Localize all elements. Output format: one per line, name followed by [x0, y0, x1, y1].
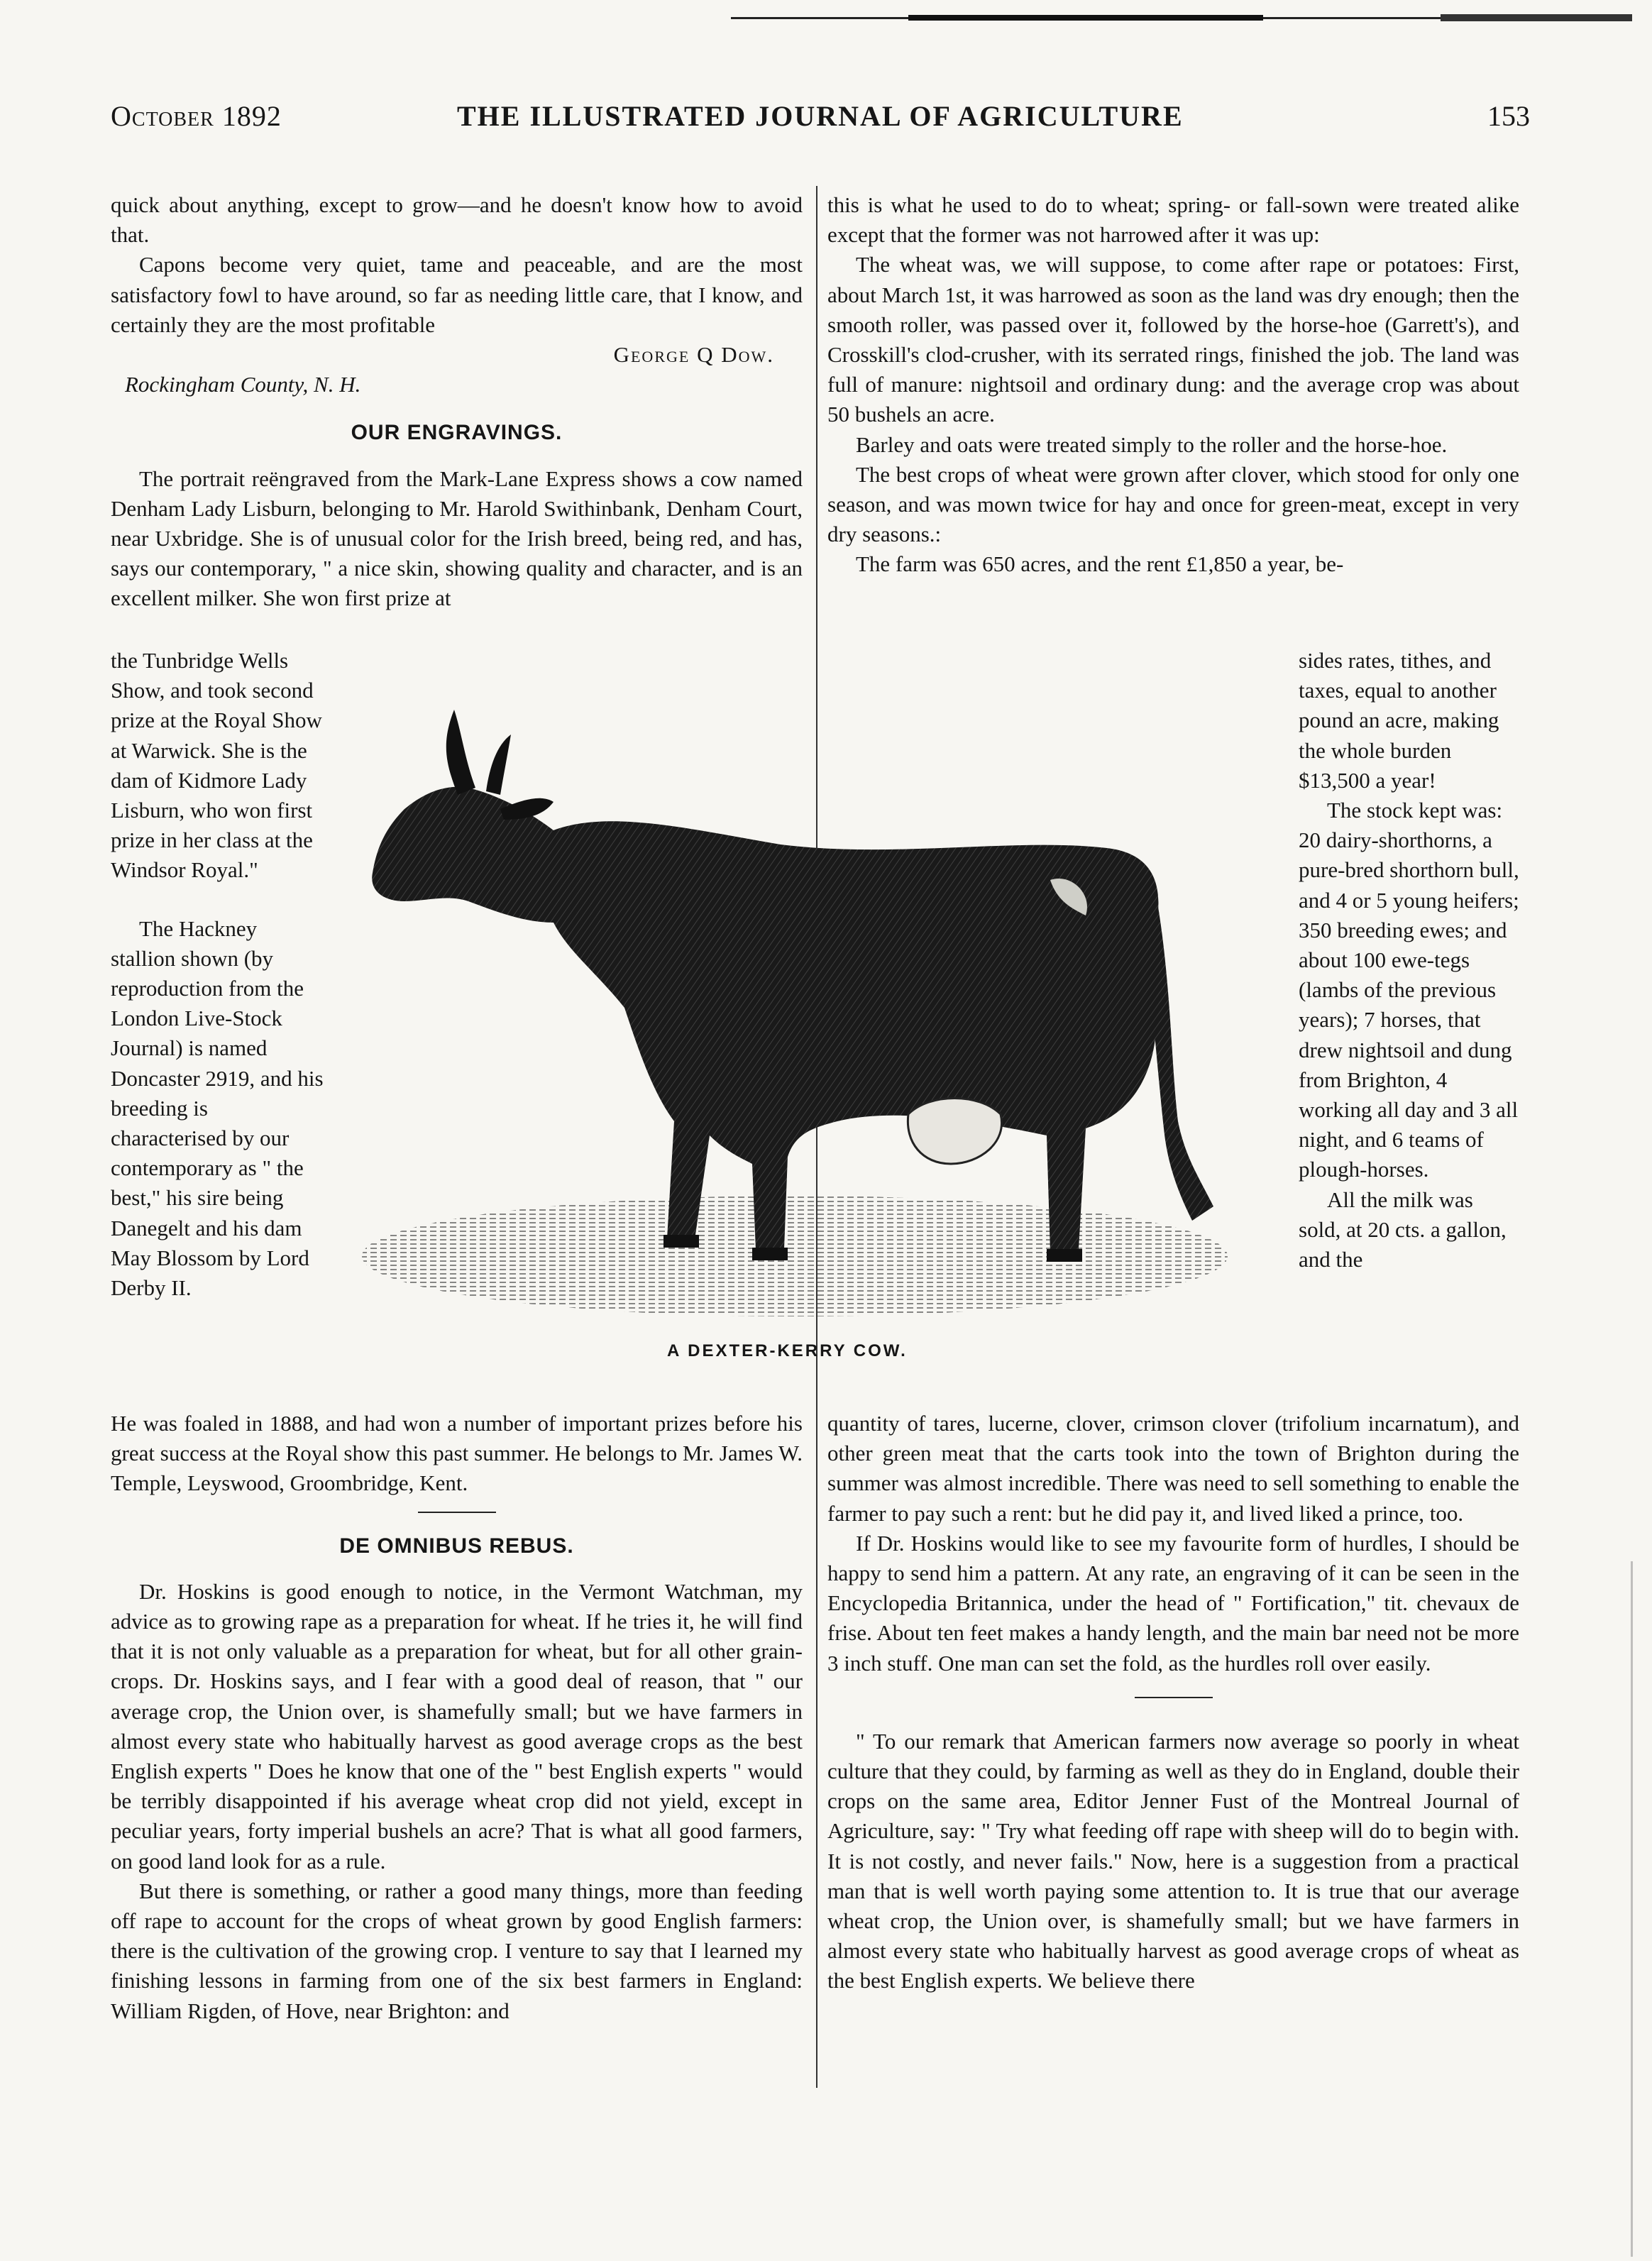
paragraph: the Tunbridge Wells Show, and took second prize at the Royal Show at Warwick. She is the dam of Kidmore Lady Lisburn, who won first prize in her class at the Windsor Royal." — [111, 648, 322, 883]
paragraph: All the milk was sold, at 20 cts. a gallon, and the — [1299, 1187, 1507, 1272]
paragraph: The best crops of wheat were grown after clover, which stood for only one season, and was mown twice for hay and once for green-meat, except in very dry seasons.: — [827, 461, 1519, 547]
paragraph: sides rates, tithes, and taxes, equal to another pound an acre, making the whole burden $13,500 a year! — [1299, 648, 1499, 793]
paragraph: He was foaled in 1888, and had won a number of important prizes before his great success at the Royal show this past summer. He belongs to Mr. James W. Temple, Leyswood, Groombridge, Kent. — [111, 1411, 803, 1496]
running-header — [111, 99, 1530, 142]
cow-engraving-icon — [341, 667, 1270, 1327]
section-rule — [1135, 1697, 1213, 1698]
journal-title: THE ILLUSTRATED JOURNAL OF AGRICULTURE — [457, 100, 1184, 132]
author-location: Rockingham County, N. H. — [125, 372, 361, 397]
paragraph: But there is something, or rather a good many things, more than feeding off rape to account for the crops of wheat grown by good English farmers: there is the cultivation of the growing crop. I venture to say that I learned my finishing lessons in farming from one of the six best farmers in England: William Rigden, of Hove, near Brighton: and — [111, 1878, 803, 2023]
right-narrow-column — [1299, 646, 1519, 1275]
left-column-top — [111, 190, 803, 614]
paragraph: " To our remark that American farmers now average so poorly in wheat culture that they could, by farming as well as they do in England, double their crops on the same area, Editor Jenner Fust of the Montreal Journal of Agriculture, say: " Try what feeding off rape with sheep will do to begin with. It is not costly, and never fails." Now, here is a suggestion from a practical man that is well worth paying some attention to. It is true that our average wheat crop, the Union over, is shamefully small; but we have farmers in almost every state who habitually harvest as good average crops of wheat as the best English experts. We believe there — [827, 1728, 1519, 1993]
page-number: 153 — [1487, 100, 1530, 132]
figure-caption: A DEXTER-KERRY COW. — [667, 1341, 908, 1360]
scan-margin-artifact — [1625, 1561, 1639, 2257]
left-narrow-column — [111, 646, 324, 1303]
paragraph: If Dr. Hoskins would like to see my favourite form of hurdles, I should be happy to send him a pattern. At any rate, an engraving of it can be seen in the Encyclopedia Britannica, under the head of " Fortification," tit. chevaux de frise. About ten feet makes a handy length, and the main bar need not be more 3 inch stuff. One man can set the fold, as the hurdles roll over easily. — [827, 1530, 1519, 1676]
paragraph: quick about anything, except to grow—and he doesn't know how to avoid that. — [111, 192, 803, 248]
paragraph: The stock kept was: 20 dairy-shorthorns, a pure-bred shorthorn bull, and 4 or 5 young heifers; 350 breeding ewes; and about 100 ewe-tegs (lambs of the previous years); 7 horses, that drew nightsoil and dung from Brighton, 4 working all day and 3 all night, and 6 teams of plough-horses. — [1299, 798, 1519, 1182]
section-rule — [418, 1512, 496, 1513]
right-column-top — [827, 190, 1519, 580]
paragraph: this is what he used to do to wheat; spring- or fall-sown were treated alike except that the former was not harrowed after it was up: — [827, 192, 1519, 248]
paragraph: The Hackney stallion shown (by reproduction from the London Live-Stock Journal) is named Doncaster 2919, and his breeding is characterised by our contemporary as " the best," his sire being Danegelt and his dam May Blossom by Lord Derby II. — [111, 915, 324, 1301]
left-column-bottom — [111, 1409, 803, 2026]
author-signature: George Q Dow. — [613, 342, 774, 368]
section-heading: OUR ENGRAVINGS. — [351, 421, 563, 445]
issue-date: October 1892 — [111, 100, 282, 132]
scan-edge-artifact — [731, 13, 1632, 23]
paragraph: The farm was 650 acres, and the rent £1,850 a year, be- — [856, 551, 1344, 577]
paragraph: Dr. Hoskins is good enough to notice, in the Vermont Watchman, my advice as to growing rape as a preparation for wheat. If he tries it, he will find that it is not only valuable as a preparation for wheat, but for all other grain-crops. Dr. Hoskins says, and I fear with a good deal of reason, that " our average crop, the Union over, is shamefully small; but we have farmers in almost every state who habitually harvest as good average crops as the best English experts " Does he know that one of the " best English experts " would be terribly disappointed if his average wheat crop did not yield, except in peculiar years, forty imperial bushels an acre? That is what all good farmers, on good land look for as a rule. — [111, 1578, 803, 1874]
paragraph: Capons become very quiet, tame and peaceable, and are the most satisfactory fowl to have around, so far as needing little care, that I know, and certainly they are the most profitable — [111, 252, 803, 337]
right-column-bottom — [827, 1409, 1519, 1996]
paragraph: The portrait reëngraved from the Mark-Lane Express shows a cow named Denham Lady Lisburn, belonging to Mr. Harold Swithinbank, Denham Court, near Uxbridge. She is of unusual color for the Irish breed, being red, and has, says our contemporary, " a nice skin, showing quality and character, and is an excellent milker. She won first prize at — [111, 466, 803, 611]
section-heading: DE OMNIBUS REBUS. — [339, 1534, 574, 1558]
paragraph: quantity of tares, lucerne, clover, crimson clover (trifolium incarnatum), and other green meat that the carts took into the town of Brighton during the summer was almost incredible. There was need to sell something to enable the farmer to pay such a rent: but he did pay it, and lived liked a prince, too. — [827, 1411, 1519, 1526]
paragraph: The wheat was, we will suppose, to come after rape or potatoes: First, about March 1st, it was harrowed as soon as the land was dry enough; then the smooth roller, was passed over it, followed by the horse-hoe (Garrett's), and Crosskill's clod-crusher, with its serrated rings, finished the job. The land was full of manure: nightsoil and ordinary dung: and the average crop was about 50 bushels an acre. — [827, 252, 1519, 427]
paragraph: Barley and oats were treated simply to the roller and the horse-hoe. — [856, 431, 1448, 457]
